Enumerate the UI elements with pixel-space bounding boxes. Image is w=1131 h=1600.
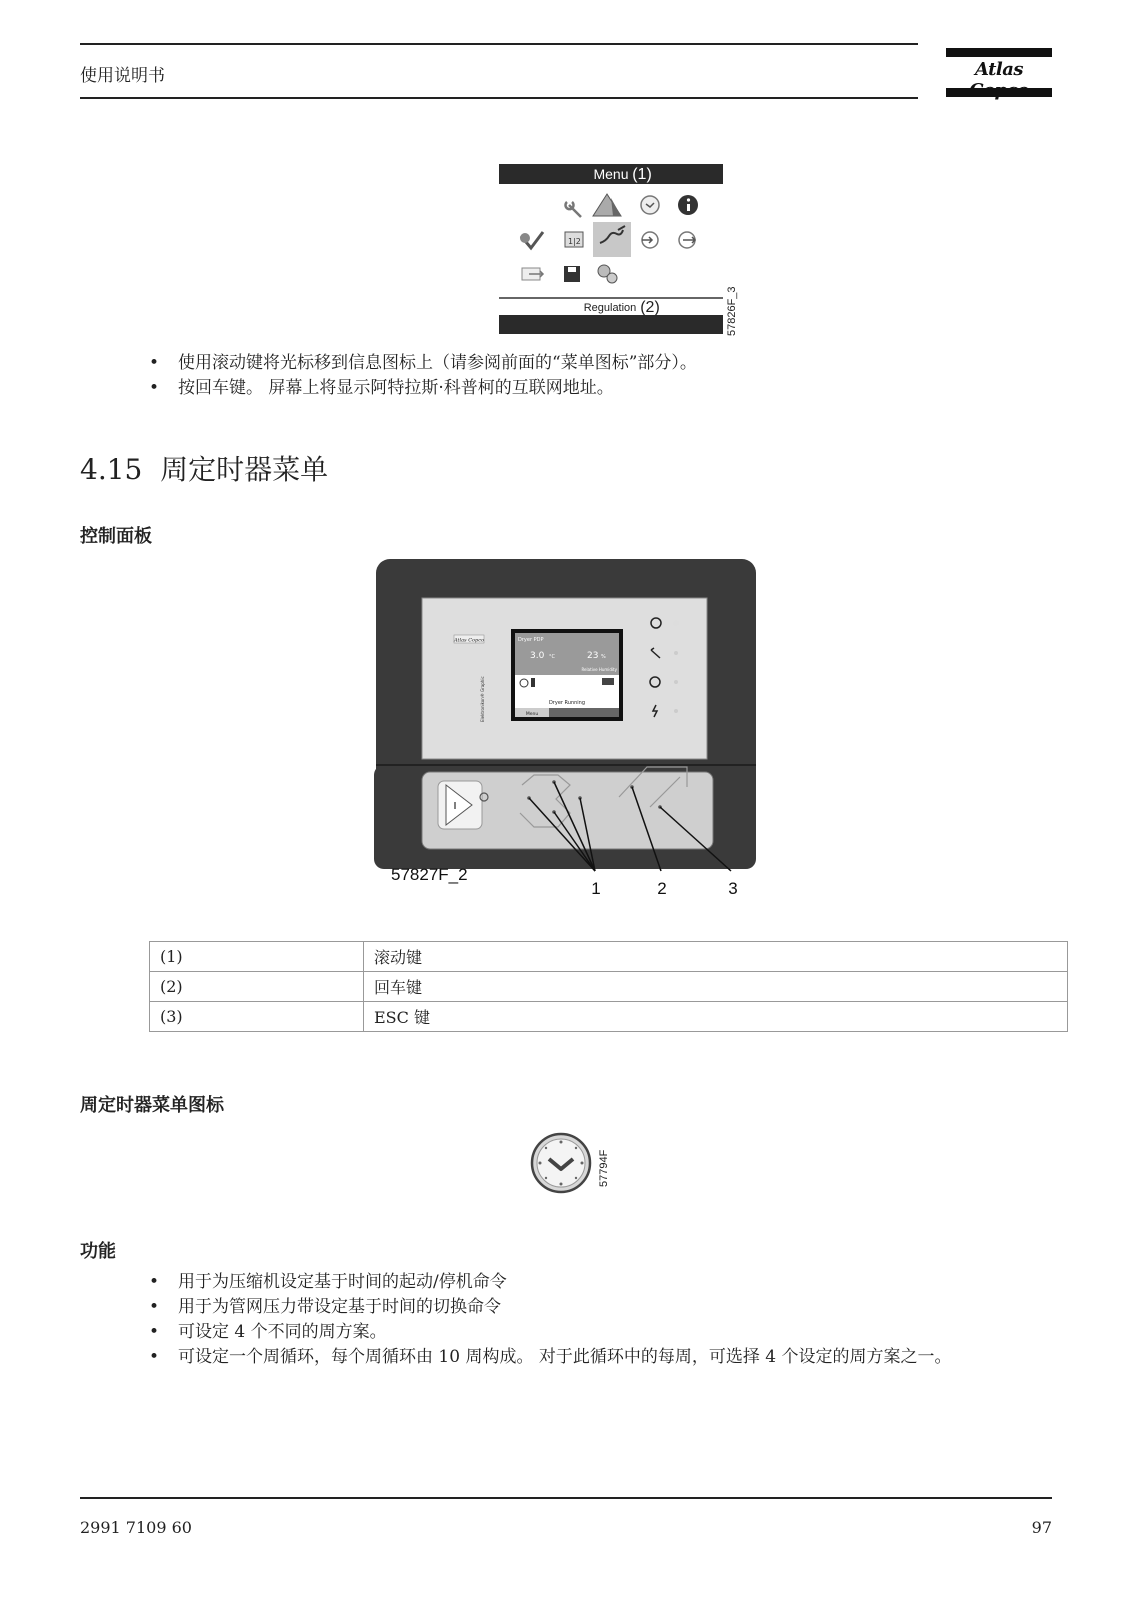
control-panel-illustration (374, 557, 760, 917)
table-row (150, 942, 1068, 972)
display-sublabel: Relative Humidity (581, 667, 617, 672)
control-panel-heading: 控制面板 (80, 526, 152, 547)
table-cell-ref: (2) (150, 972, 364, 1002)
clock-icon (529, 1131, 593, 1195)
menu-screen-figure (499, 164, 723, 334)
header-rule-top (80, 43, 918, 45)
table-cell-desc: 回车键 (364, 972, 1068, 1002)
function-heading: 功能 (80, 1241, 116, 1262)
table-cell-ref: (1) (150, 942, 364, 972)
table-cell-ref: (3) (150, 1002, 364, 1032)
event-history-icon (642, 232, 658, 248)
gear-icon (598, 265, 617, 283)
menu-status: Regulation (583, 302, 637, 314)
header-title: 使用说明书 (80, 66, 165, 86)
table-cell-desc: 滚动键 (364, 942, 1068, 972)
table-cell-desc: ESC 键 (364, 1002, 1068, 1032)
warning-icon (593, 194, 621, 216)
page-number: 97 (1031, 1518, 1052, 1537)
timer-icon (641, 196, 659, 214)
section-title: 周定时器菜单 (160, 453, 329, 486)
control-panel-figure (374, 557, 760, 917)
display-value1: 3.0 (530, 651, 545, 661)
key-legend-table (149, 941, 1068, 1032)
display-thermometer-icon (531, 678, 535, 687)
panel-side-text: Elektronikon® Graphic (480, 676, 485, 722)
intro-bullet: • 使用滚动键将光标移到信息图标上（请参阅前面的“菜单图标”部分）。 (149, 351, 1049, 376)
section-heading (80, 448, 328, 488)
access-icon (679, 232, 695, 248)
display-menu-tab: Menu (525, 712, 539, 717)
callout-3: 3 (728, 879, 738, 898)
display-status: Dryer Running (548, 700, 586, 706)
display-status-icon (602, 678, 614, 685)
display-value2: 23 (587, 651, 599, 661)
header-rule-bottom (80, 97, 918, 99)
panel-brand: Atlas Copco (453, 637, 485, 644)
service-icon (520, 232, 543, 248)
brand-logo (946, 46, 1052, 98)
section-number: 4.15 (80, 453, 143, 486)
menu-screen-illustration (499, 164, 723, 334)
footer-rule (80, 1497, 1052, 1499)
table-row (150, 1002, 1068, 1032)
display-unit2: % (601, 654, 606, 660)
callout-1: 1 (591, 879, 601, 898)
intro-bullet: • 按回车键。 屏幕上将显示阿特拉斯·科普柯的互联网地址。 (149, 376, 1049, 401)
control-panel-figure-id: 57827F_2 (391, 865, 468, 884)
clock-figure-id: 57794F (598, 1149, 610, 1187)
function-bullet: • 可设定 4 个不同的周方案。 (149, 1320, 1054, 1345)
function-bullet: • 用于为压缩机设定基于时间的起动/停机命令 (149, 1270, 1054, 1295)
info-icon (678, 195, 698, 215)
menu-figure-id: 57826F_3 (726, 286, 738, 336)
function-bullet: • 用于为管网压力带设定基于时间的切换命令 (149, 1295, 1054, 1320)
settings-value-icon (565, 232, 583, 247)
selected-icon-frame (593, 222, 631, 257)
menu-status-callout: (2) (640, 299, 660, 316)
svg-text:1|2: 1|2 (568, 237, 581, 246)
menu-title: Menu (593, 166, 629, 182)
intro-bullet-list (149, 351, 1049, 401)
footer-doc-number: 2991 7109 60 (80, 1518, 192, 1537)
convert-icon (522, 268, 543, 280)
icon-section-heading: 周定时器菜单图标 (80, 1095, 224, 1116)
wrench-icon (566, 202, 582, 217)
display-unit1: °C (549, 654, 555, 660)
brand-logo-text: Atlas (974, 59, 1024, 80)
menu-title-callout: (1) (632, 166, 652, 183)
display-header: Dryer PDP (518, 637, 544, 643)
function-bullet: • 可设定一个周循环，每个周循环由 10 周构成。 对于此循环中的每周，可选择 4 个设定的周方案之一。 (149, 1345, 1054, 1370)
save-icon (564, 266, 580, 282)
table-row (150, 972, 1068, 1002)
callout-2: 2 (657, 879, 667, 898)
function-bullet-list (149, 1270, 1054, 1370)
